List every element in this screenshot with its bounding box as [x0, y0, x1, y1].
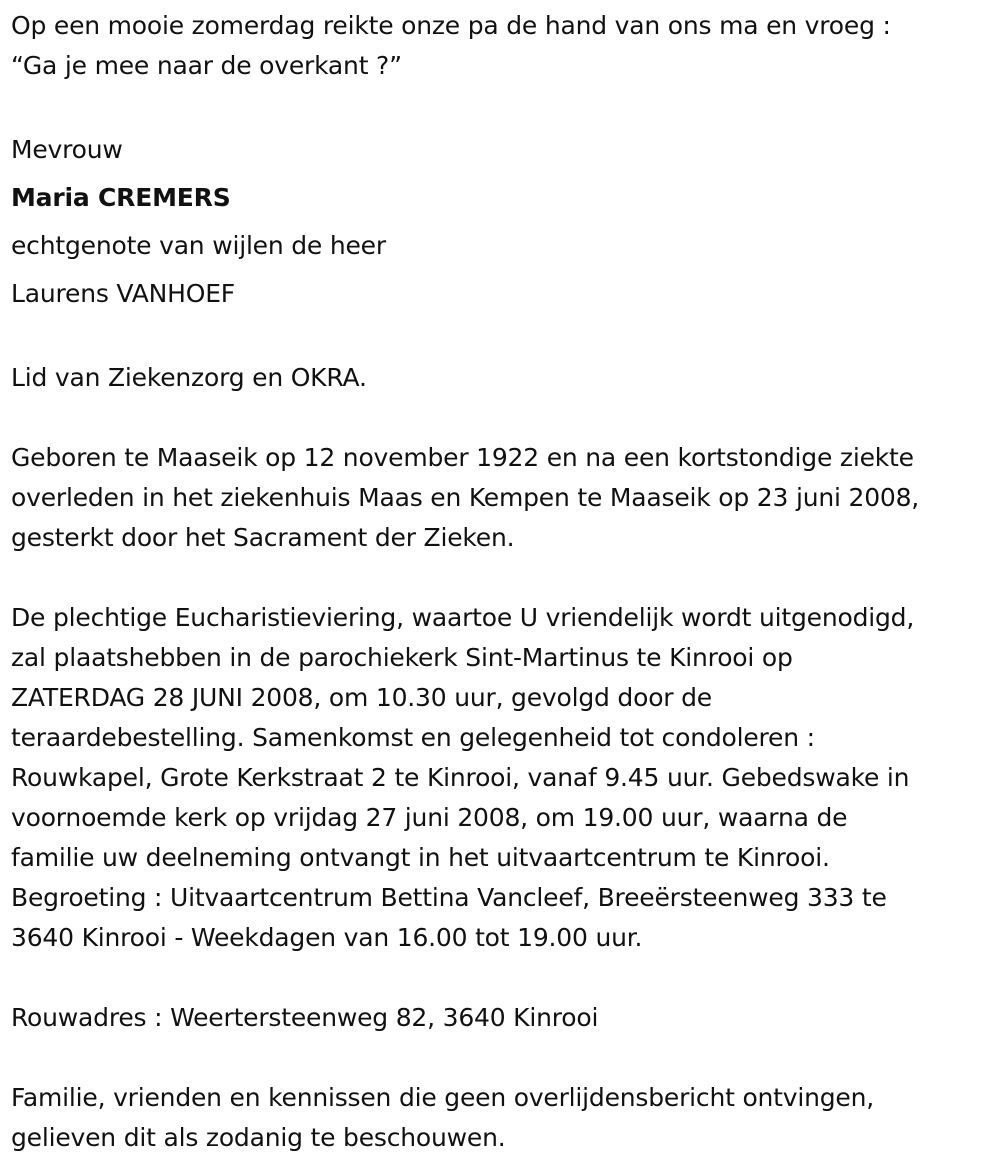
- closing-paragraph: [11, 1078, 991, 1158]
- paragraph-line: zal plaatshebben in de parochiekerk Sint-Martinus te Kinrooi op: [11, 643, 793, 672]
- intro-quote: [11, 6, 991, 86]
- membership-paragraph: [11, 358, 991, 398]
- paragraph-line: Familie, vrienden en kennissen die geen overlijdensbericht ontvingen,: [11, 1083, 875, 1112]
- paragraph-line: ZATERDAG 28 JUNI 2008, om 10.30 uur, gevolgd door de: [11, 683, 712, 712]
- paragraph-line: familie uw deelneming ontvangt in het uitvaartcentrum te Kinrooi.: [11, 843, 830, 872]
- paragraph-line: voornoemde kerk op vrijdag 27 juni 2008, om 19.00 uur, waarna de: [11, 803, 848, 832]
- paragraph-line: gesterkt door het Sacrament der Zieken.: [11, 523, 515, 552]
- spacer: [11, 318, 991, 358]
- paragraph-line: Geboren te Maaseik op 12 november 1922 en na een kortstondige ziekte: [11, 443, 914, 472]
- membership-text: Lid van Ziekenzorg en OKRA.: [11, 363, 367, 392]
- spacer: [11, 86, 991, 126]
- spacer: [11, 398, 991, 438]
- paragraph-line: teraardebestelling. Samenkomst en gelegenheid tot condoleren :: [11, 723, 815, 752]
- paragraph-line: gelieven dit als zodanig te beschouwen.: [11, 1123, 506, 1152]
- paragraph-line: De plechtige Eucharistieviering, waartoe U vriendelijk wordt uitgenodigd,: [11, 603, 915, 632]
- death-notice: [11, 6, 991, 1158]
- ceremony-paragraph: [11, 598, 991, 958]
- relation: echtgenote van wijlen de heer: [11, 231, 386, 260]
- spacer: [11, 558, 991, 598]
- paragraph-line: overleden in het ziekenhuis Maas en Kempen te Maaseik op 23 juni 2008,: [11, 483, 920, 512]
- honorific: Mevrouw: [11, 135, 123, 164]
- paragraph-line: Rouwkapel, Grote Kerkstraat 2 te Kinrooi, vanaf 9.45 uur. Gebedswake in: [11, 763, 910, 792]
- deceased-name: Maria CREMERS: [11, 183, 231, 212]
- paragraph-line: Begroeting : Uitvaartcentrum Bettina Vancleef, Breeërsteenweg 333 te: [11, 883, 887, 912]
- spacer: [11, 958, 991, 998]
- paragraph-line: 3640 Kinrooi - Weekdagen van 16.00 tot 19.00 uur.: [11, 923, 643, 952]
- birth-death-paragraph: [11, 438, 991, 558]
- intro-line: Op een mooie zomerdag reikte onze pa de hand van ons ma en vroeg :: [11, 11, 891, 40]
- deceased-block: [11, 126, 991, 318]
- mourning-address: Rouwadres : Weertersteenweg 82, 3640 Kinrooi: [11, 1003, 599, 1032]
- mourning-address-paragraph: [11, 998, 991, 1038]
- intro-line: “Ga je mee naar de overkant ?”: [11, 51, 402, 80]
- spacer: [11, 1038, 991, 1078]
- spouse-name: Laurens VANHOEF: [11, 279, 235, 308]
